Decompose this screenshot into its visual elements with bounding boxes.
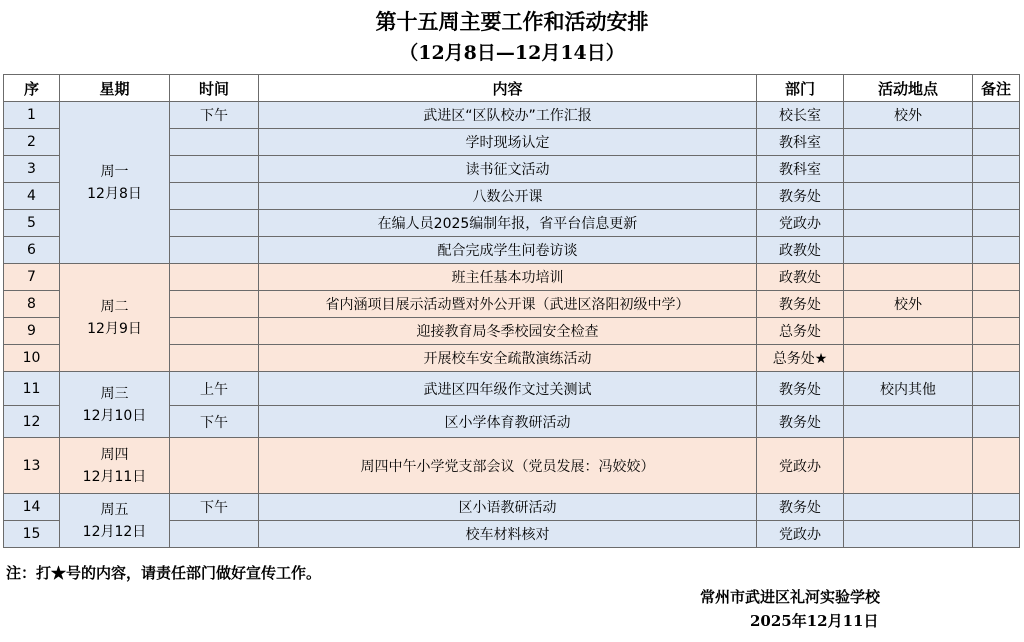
row-time xyxy=(170,183,259,210)
row-content: 校车材料核对 xyxy=(259,521,757,548)
row-remark xyxy=(973,521,1020,548)
day-cell-wednesday xyxy=(60,372,170,438)
day-name: 周三 xyxy=(100,385,129,402)
row-time: 下午 xyxy=(170,406,259,438)
row-content: 省内涵项目展示活动暨对外公开课（武进区洛阳初级中学） xyxy=(259,291,757,318)
header-weekday: 星期 xyxy=(60,75,170,102)
row-remark xyxy=(973,438,1020,494)
row-dept: 校长室 xyxy=(757,102,844,129)
row-num: 6 xyxy=(4,237,60,264)
row-content: 周四中午小学党支部会议（党员发展：冯姣姣） xyxy=(259,438,757,494)
row-time xyxy=(170,521,259,548)
row-content: 开展校车安全疏散演练活动 xyxy=(259,345,757,372)
row-content: 配合完成学生问卷访谈 xyxy=(259,237,757,264)
header-row xyxy=(4,75,1020,102)
row-num: 8 xyxy=(4,291,60,318)
row-dept: 教务处 xyxy=(757,183,844,210)
row-content: 区小语教研活动 xyxy=(259,494,757,521)
day-date: 12月10日 xyxy=(82,407,147,424)
row-dept: 政教处 xyxy=(757,264,844,291)
row-content: 武进区四年级作文过关测试 xyxy=(259,372,757,406)
row-remark xyxy=(973,372,1020,406)
row-remark xyxy=(973,183,1020,210)
day-name: 周四 xyxy=(100,446,129,463)
table-row xyxy=(4,264,1020,291)
row-time: 下午 xyxy=(170,494,259,521)
row-content: 八数公开课 xyxy=(259,183,757,210)
row-location xyxy=(844,345,973,372)
row-remark xyxy=(973,406,1020,438)
day-name: 周二 xyxy=(100,298,129,315)
row-remark xyxy=(973,102,1020,129)
row-content: 迎接教育局冬季校园安全检查 xyxy=(259,318,757,345)
table-row xyxy=(4,494,1020,521)
row-location xyxy=(844,521,973,548)
row-time xyxy=(170,438,259,494)
row-remark xyxy=(973,345,1020,372)
row-location xyxy=(844,129,973,156)
row-dept: 教科室 xyxy=(757,156,844,183)
row-time xyxy=(170,156,259,183)
row-num: 12 xyxy=(4,406,60,438)
page-subtitle: （12月8日—12月14日） xyxy=(399,42,625,64)
school-name: 常州市武进区礼河实验学校 xyxy=(700,588,881,606)
day-cell-tuesday xyxy=(60,264,170,372)
row-location: 校外 xyxy=(844,291,973,318)
row-time xyxy=(170,318,259,345)
row-time xyxy=(170,129,259,156)
row-time xyxy=(170,210,259,237)
day-cell-thursday xyxy=(60,438,170,494)
table-row xyxy=(4,438,1020,494)
row-dept: 总务处 xyxy=(757,318,844,345)
row-num: 3 xyxy=(4,156,60,183)
row-content: 班主任基本功培训 xyxy=(259,264,757,291)
row-location: 校内其他 xyxy=(844,372,973,406)
row-time xyxy=(170,345,259,372)
row-num: 5 xyxy=(4,210,60,237)
issue-date: 2025年12月11日 xyxy=(750,612,879,630)
row-remark xyxy=(973,318,1020,345)
row-remark xyxy=(973,291,1020,318)
row-remark xyxy=(973,129,1020,156)
row-dept: 教务处 xyxy=(757,372,844,406)
row-num: 9 xyxy=(4,318,60,345)
row-location xyxy=(844,156,973,183)
row-dept: 教务处 xyxy=(757,291,844,318)
row-num: 10 xyxy=(4,345,60,372)
row-dept: 党政办 xyxy=(757,438,844,494)
row-dept: 党政办 xyxy=(757,210,844,237)
header-content: 内容 xyxy=(259,75,757,102)
header-num: 序 xyxy=(4,75,60,102)
day-cell-monday xyxy=(60,102,170,264)
table-row xyxy=(4,372,1020,406)
row-location xyxy=(844,210,973,237)
row-time xyxy=(170,264,259,291)
row-remark xyxy=(973,210,1020,237)
header-location: 活动地点 xyxy=(844,75,973,102)
row-content: 读书征文活动 xyxy=(259,156,757,183)
row-location xyxy=(844,183,973,210)
row-remark xyxy=(973,237,1020,264)
day-cell-friday xyxy=(60,494,170,548)
row-location xyxy=(844,494,973,521)
day-date: 12月8日 xyxy=(87,185,142,202)
header-time: 时间 xyxy=(170,75,259,102)
day-name: 周一 xyxy=(100,163,129,180)
row-dept: 教务处 xyxy=(757,494,844,521)
row-dept: 教务处 xyxy=(757,406,844,438)
row-time: 下午 xyxy=(170,102,259,129)
row-content: 武进区“区队校办”工作汇报 xyxy=(259,102,757,129)
day-date: 12月9日 xyxy=(87,320,142,337)
row-location xyxy=(844,318,973,345)
row-num: 4 xyxy=(4,183,60,210)
row-content: 区小学体育教研活动 xyxy=(259,406,757,438)
schedule-table xyxy=(3,74,1020,548)
row-remark xyxy=(973,494,1020,521)
row-location xyxy=(844,438,973,494)
row-time: 上午 xyxy=(170,372,259,406)
row-dept: 党政办 xyxy=(757,521,844,548)
row-time xyxy=(170,237,259,264)
row-remark xyxy=(973,264,1020,291)
row-dept: 政教处 xyxy=(757,237,844,264)
row-num: 7 xyxy=(4,264,60,291)
row-num: 15 xyxy=(4,521,60,548)
row-location xyxy=(844,237,973,264)
day-name: 周五 xyxy=(100,501,129,518)
header-remark: 备注 xyxy=(973,75,1020,102)
day-date: 12月12日 xyxy=(82,523,147,540)
footnote: 注：打★号的内容，请责任部门做好宣传工作。 xyxy=(6,564,322,582)
row-location: 校外 xyxy=(844,102,973,129)
row-dept: 总务处★ xyxy=(757,345,844,372)
row-num: 14 xyxy=(4,494,60,521)
header-dept: 部门 xyxy=(757,75,844,102)
page-title: 第十五周主要工作和活动安排 xyxy=(375,9,649,34)
row-location xyxy=(844,406,973,438)
row-time xyxy=(170,291,259,318)
row-dept: 教科室 xyxy=(757,129,844,156)
row-location xyxy=(844,264,973,291)
table-row xyxy=(4,102,1020,129)
row-num: 11 xyxy=(4,372,60,406)
day-date: 12月11日 xyxy=(82,468,147,485)
row-num: 1 xyxy=(4,102,60,129)
row-content: 学时现场认定 xyxy=(259,129,757,156)
row-content: 在编人员2025编制年报，省平台信息更新 xyxy=(259,210,757,237)
row-num: 2 xyxy=(4,129,60,156)
row-remark xyxy=(973,156,1020,183)
row-num: 13 xyxy=(4,438,60,494)
